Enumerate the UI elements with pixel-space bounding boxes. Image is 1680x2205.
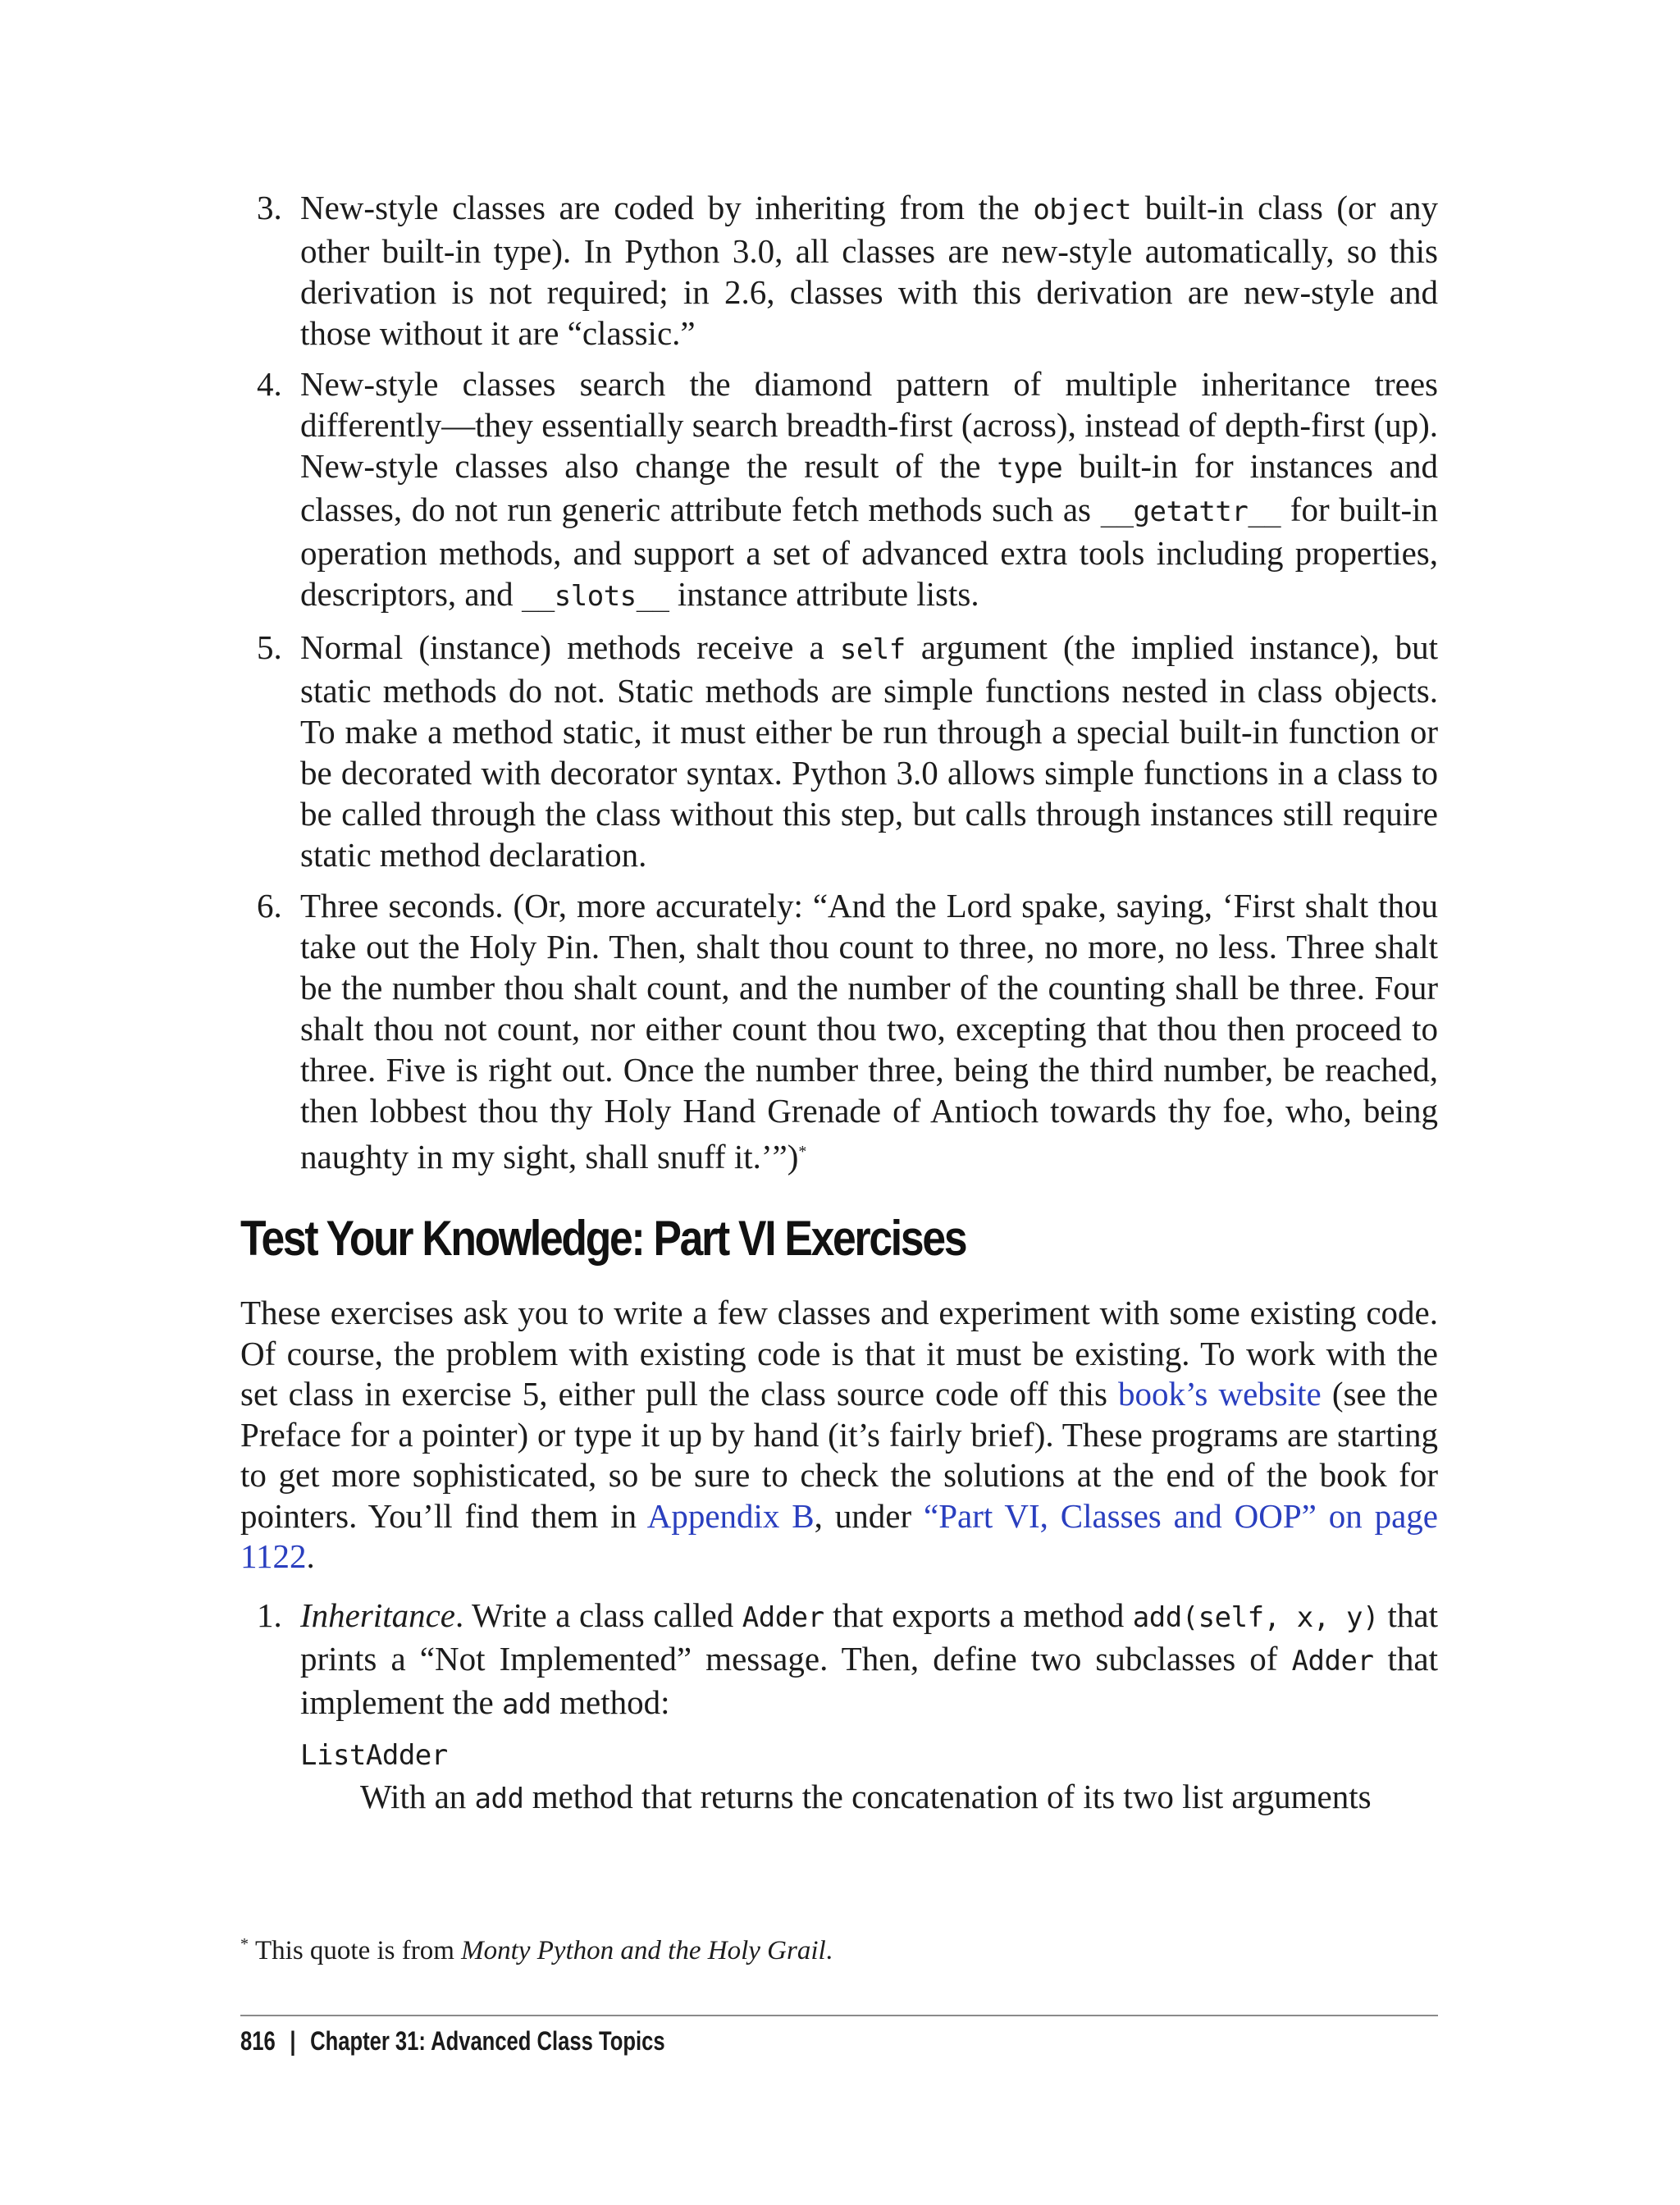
appendix-b-link[interactable]: Appendix B (646, 1496, 815, 1535)
page-number: 816 (240, 2026, 276, 2056)
answer-number: 5. (257, 628, 282, 666)
exercise-number: 1. (257, 1596, 282, 1634)
intro-text: (see the Preface for a pointer) or type it up by hand (it’s fairly brief). These programs are starting to get more sophisticated, so be sure to check the solutions at the end of the book for pointers. You’ll find them in (240, 1375, 1439, 1535)
answer-item-5 (240, 627, 1438, 875)
footnote-reference[interactable]: * (798, 1143, 807, 1161)
exercise-title: Inheritance (300, 1596, 455, 1634)
exercise-text: method: (550, 1683, 670, 1721)
chapter-title: Chapter 31: Advanced Class Topics (310, 2026, 665, 2056)
answer-item-3 (240, 187, 1438, 354)
code-self: self (839, 633, 906, 666)
answer-text: for built-in operation methods, and support a set of advanced extra tools including properties, descriptors, and (300, 491, 1438, 613)
definition-text: method that returns the concatenation of its two list arguments (523, 1778, 1372, 1815)
answer-number: 3. (257, 189, 282, 226)
answer-text: built-in for instances and classes, do not run generic attribute fetch methods such as (300, 447, 1438, 528)
exercise-text: . Write a class called (454, 1596, 742, 1634)
code-getattr: __getattr__ (1100, 495, 1281, 528)
answer-item-6 (240, 885, 1438, 1177)
definition-term-listadder: ListAdder (300, 1739, 448, 1772)
footnote-title: Monty Python and the Holy Grail (461, 1936, 826, 1965)
intro-text: , under (814, 1496, 924, 1535)
answer-text: argument (the implied instance), but static methods do not. Static methods are simple functions nested in class objects. To make a method static, it must either be run through a special built-in function or be decorated with decorator syntax. Python 3.0 allows simple functions in a class to be called through the class without this step, but calls through instances still require static method declaration. (300, 628, 1438, 874)
footer-separator: | (290, 2026, 296, 2056)
answer-text: New-style classes search the diamond pattern of multiple inheritance trees differently—they essentially search breadth-first (across), instead of depth-first (up). New-style classes also change the result of the (300, 365, 1438, 485)
exercise-text: that prints a “Not Implemented” message. Then, define two subclasses of (300, 1596, 1438, 1678)
exercise-item-1 (240, 1595, 1438, 1725)
answer-text: Three seconds. (Or, more accurately: “And the Lord spake, saying, ‘First shalt thou take out the Holy Pin. Then, shalt thou count to three, no more, no less. Three shalt be the number thou shalt count, and the number of the counting shall be three. Four shalt thou not count, nor either count thou two, excepting that thou then proceed to three. Five is right out. Once the number three, being the third number, be reached, then lobbest thou thy Holy Hand Grenade of Antioch towards thy foe, who, being naughty in my sight, shall snuff it.’”) (300, 887, 1438, 1176)
code-add: add (501, 1688, 551, 1721)
definition-body-listadder (240, 1776, 1438, 1819)
answer-text: built-in class (or any other built-in type). In Python 3.0, all classes are new-style automatically, so this derivation is not required; in 2.6, classes with this derivation are new-style and those without it are “classic.” (300, 189, 1438, 352)
running-footer (240, 2026, 665, 2057)
code-object: object (1033, 194, 1132, 226)
exercise-text: that exports a method (824, 1596, 1133, 1634)
answer-text: Normal (instance) methods receive a (300, 628, 840, 666)
code-add-signature: add(self, x, y) (1132, 1601, 1379, 1634)
exercise-text: that implement the (300, 1640, 1438, 1721)
code-adder: Adder (742, 1601, 824, 1634)
part-vi-link[interactable]: “Part VI, Classes and OOP” on page 1122 (240, 1496, 1439, 1575)
intro-text: . (306, 1537, 315, 1575)
intro-text: These exercises ask you to write a few classes and experiment with some existing code. Of course, the problem with existing code is that it must be existing. To work with the set class in exercise 5, either pull the class source code off this (240, 1294, 1438, 1413)
footnote-text: . (825, 1936, 833, 1965)
book-website-link[interactable]: book’s website (1118, 1375, 1322, 1413)
footer-divider (240, 2015, 1438, 2016)
answer-item-4 (240, 363, 1438, 617)
answer-text: New-style classes are coded by inheriting from the (300, 189, 1034, 226)
code-add: add (474, 1783, 524, 1815)
code-type: type (997, 452, 1063, 485)
definition-text: With an (360, 1778, 475, 1815)
footnote-text: This quote is from (255, 1936, 462, 1965)
exercises-list (240, 1595, 1438, 1819)
footnote (240, 1928, 1438, 1967)
answer-number: 6. (257, 887, 282, 924)
footnote-mark: * (240, 1935, 249, 1953)
section-heading: Test Your Knowledge: Part VI Exercises (240, 1211, 966, 1266)
answer-text: instance attribute lists. (669, 575, 979, 613)
code-slots: __slots__ (521, 580, 669, 613)
code-adder: Adder (1291, 1645, 1374, 1678)
intro-paragraph (240, 1293, 1438, 1577)
answers-list (240, 187, 1438, 1187)
answer-number: 4. (257, 365, 282, 403)
